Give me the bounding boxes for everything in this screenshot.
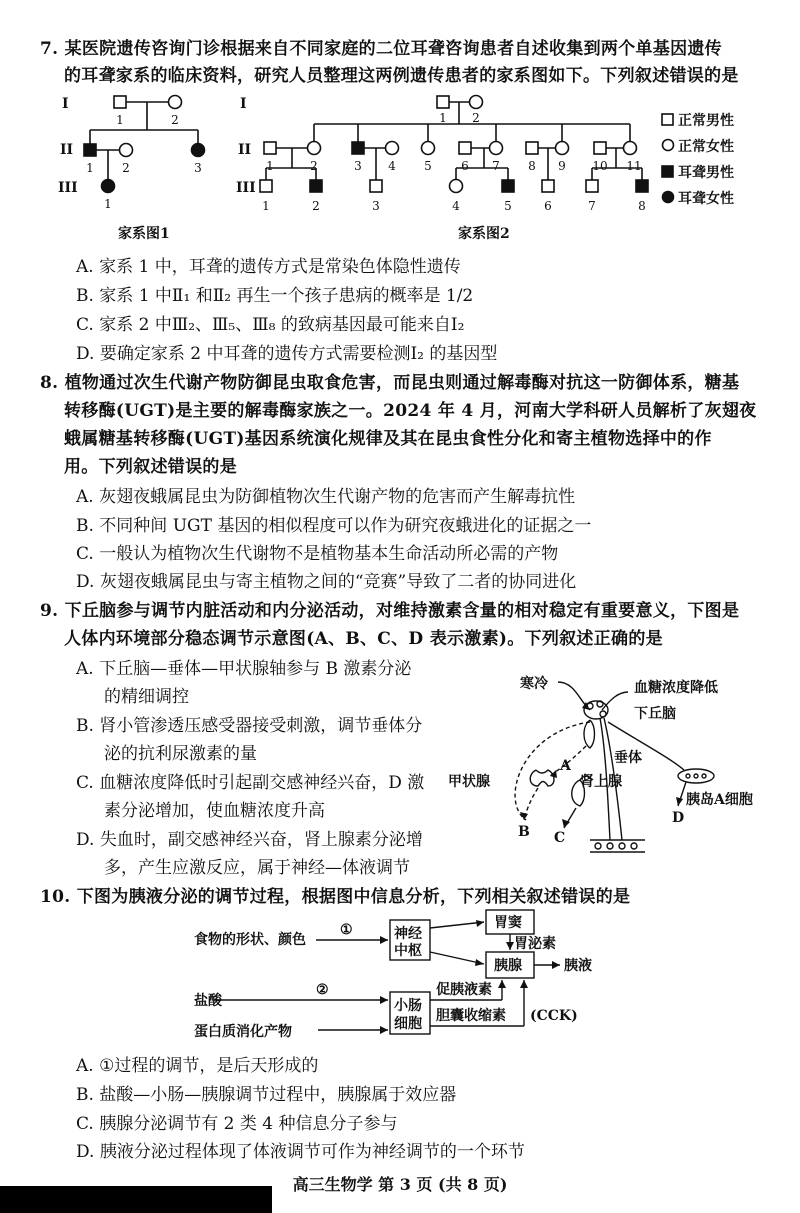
fam2-II10-normal-male (594, 142, 606, 154)
label-step1: ① (340, 922, 353, 938)
svg-text:1: 1 (262, 199, 270, 213)
q7-option-a: A. 家系 1 中，耳聋的遗传方式是常染色体隐性遗传 (76, 257, 461, 277)
label-adrenal: 肾上腺 (580, 774, 622, 790)
label-gastrin: 胃泌素 (514, 936, 556, 952)
q10-stem: 10. 下图为胰液分泌的调节过程，根据图中信息分析，下列相关叙述错误的是 (40, 887, 631, 907)
legend-affected-male-icon (662, 166, 673, 177)
svg-text:1: 1 (439, 111, 447, 125)
fam2-II11-normal-female (624, 142, 637, 155)
q9-option-a-line1: A. 下丘脑—垂体—甲状腺轴参与 B 激素分泌 (76, 659, 412, 679)
fam2-III2-affected-male (310, 180, 322, 192)
legend-affected-female: 耳聋女性 (678, 191, 734, 207)
label-hormone-d: D (672, 810, 685, 826)
svg-text:5: 5 (424, 159, 432, 173)
fam1-I1-normal-male (114, 96, 126, 108)
fam2-II9-normal-female (556, 142, 569, 155)
fam2-I2-normal-female (470, 96, 483, 109)
label-hypothalamus: 下丘脑 (634, 706, 676, 722)
q8-stem-line2: 转移酶(UGT)是主要的解毒酶家族之一。2024 年 4 月，河南大学科研人员解析了灰翅夜 (64, 401, 757, 421)
legend-normal-male-icon (662, 114, 673, 125)
label-nerve-center-2: 中枢 (394, 943, 422, 959)
gen-label-I-fam1: I (62, 96, 69, 112)
svg-text:8: 8 (638, 199, 646, 213)
label-nerve-center-1: 神经 (394, 926, 422, 942)
q8-stem-line4: 用。下列叙述错误的是 (64, 457, 237, 477)
label-islet: 胰岛A细胞 (686, 792, 753, 808)
q7-stem-line1: 7. 某医院遗传咨询门诊根据来自不同家庭的二位耳聋咨询患者自述收集到两个单基因遗传 (40, 39, 722, 59)
legend-normal-male: 正常男性 (678, 113, 734, 129)
svg-text:5: 5 (504, 199, 512, 213)
gen-label-III-fam1: III (58, 180, 78, 196)
q9-stem-line1: 9. 下丘脑参与调节内脏活动和内分泌活动，对维持激素含量的相对稳定有重要意义，下图是 (40, 601, 740, 621)
svg-text:7: 7 (588, 199, 596, 213)
fig1-caption: 家系图1 (118, 226, 170, 242)
fam1-I2-normal-female (169, 96, 182, 109)
svg-text:2: 2 (171, 113, 179, 127)
q9-option-b-line2: 泌的抗利尿激素的量 (104, 744, 257, 764)
q9-option-c-line1: C. 血糖浓度降低时引起副交感神经兴奋，D 激 (76, 773, 425, 793)
svg-text:9: 9 (558, 159, 566, 173)
q10-option-c: C. 胰腺分泌调节有 2 类 4 种信息分子参与 (76, 1114, 398, 1134)
label-hormone-a: A (560, 758, 571, 774)
q7-option-b: B. 家系 1 中Ⅱ₁ 和Ⅱ₂ 再生一个孩子患病的概率是 1/2 (76, 286, 474, 306)
fam2-I1-normal-male (437, 96, 449, 108)
fam1-III1-affected-female (102, 180, 115, 193)
q8-option-a: A. 灰翅夜蛾属昆虫为防御植物次生代谢产物的危害而产生解毒抗性 (76, 487, 576, 507)
fam2-III8-affected-male (636, 180, 648, 192)
fam2-III3-normal-male (370, 180, 382, 192)
q7-option-c: C. 家系 2 中Ⅲ₂、Ⅲ₅、Ⅲ₈ 的致病基因最可能来自Ⅰ₂ (76, 315, 465, 335)
legend-normal-female: 正常女性 (678, 139, 734, 155)
label-pancreas: 胰腺 (494, 958, 522, 974)
svg-text:3: 3 (194, 161, 202, 175)
fam2-III4-normal-female (450, 180, 463, 193)
q9-option-d-line1: D. 失血时，副交感神经兴奋，肾上腺素分泌增 (76, 830, 423, 850)
svg-text:2: 2 (312, 199, 320, 213)
fam2-II8-normal-male (526, 142, 538, 154)
legend-normal-female-icon (663, 140, 674, 151)
fam2-II3-affected-male (352, 142, 364, 154)
svg-text:6: 6 (544, 199, 552, 213)
scan-black-bar (0, 1186, 272, 1213)
svg-text:2: 2 (310, 159, 318, 173)
label-hcl: 盐酸 (194, 993, 222, 1009)
label-protein: 蛋白质消化产物 (194, 1024, 292, 1040)
label-cck: 胆囊收缩素 (436, 1008, 506, 1024)
label-juice: 胰液 (564, 958, 592, 974)
svg-text:6: 6 (461, 159, 469, 173)
svg-text:7: 7 (492, 159, 500, 173)
svg-text:4: 4 (388, 159, 396, 173)
q8-option-b: B. 不同种间 UGT 基因的相似程度可以作为研究夜蛾进化的证据之一 (76, 516, 592, 536)
gen-label-III-fam2: III (236, 180, 256, 196)
q7-option-d: D. 要确定家系 2 中耳聋的遗传方式需要检测Ⅰ₂ 的基因型 (76, 344, 498, 364)
svg-text:1: 1 (104, 197, 112, 211)
gen-label-II-fam2: II (238, 142, 252, 158)
fam2-II2-normal-female (308, 142, 321, 155)
label-antrum: 胃窦 (494, 915, 522, 931)
fig2-caption: 家系图2 (458, 226, 510, 242)
svg-text:1: 1 (266, 159, 274, 173)
fam2-II5-normal-female (422, 142, 435, 155)
label-cold: 寒冷 (520, 676, 548, 692)
fam2-III6-normal-male (542, 180, 554, 192)
fam2-III5-affected-male (502, 180, 514, 192)
q9-option-a-line2: 的精细调控 (104, 687, 189, 707)
label-pituitary: 垂体 (614, 750, 642, 766)
label-intestine-2: 细胞 (394, 1016, 422, 1032)
label-glucose-low: 血糖浓度降低 (634, 680, 718, 696)
svg-text:10: 10 (592, 159, 608, 173)
gen-label-II-fam1: II (60, 142, 74, 158)
fam2-III7-normal-male (586, 180, 598, 192)
fam1-II3-affected-female (192, 144, 205, 157)
q9-option-c-line2: 素分泌增加，使血糖浓度升高 (104, 801, 325, 821)
pituitary-shape (584, 720, 595, 748)
fam2-II4-normal-female (386, 142, 399, 155)
q9-option-d-line2: 多，产生应激反应，属于神经—体液调节 (104, 858, 410, 878)
label-cck-abbr: (CCK) (530, 1008, 578, 1024)
islet-shape (678, 769, 714, 783)
q9-option-b-line1: B. 肾小管渗透压感受器接受刺激，调节垂体分 (76, 716, 423, 736)
svg-text:3: 3 (372, 199, 380, 213)
q9-stem-line2: 人体内环境部分稳态调节示意图(A、B、C、D 表示激素)。下列叙述正确的是 (64, 629, 663, 649)
q8-option-c: C. 一般认为植物次生代谢物不是植物基本生命活动所必需的产物 (76, 544, 559, 564)
fam2-II1-normal-male (264, 142, 276, 154)
fam1-II1-affected-male (84, 144, 96, 156)
q8-stem-line3: 蛾属糖基转移酶(UGT)基因系统演化规律及其在昆虫食性分化和寄主植物选择中的作 (64, 429, 712, 449)
q10-option-d: D. 胰液分泌过程体现了体液调节可作为神经调节的一个环节 (76, 1142, 525, 1162)
label-intestine-1: 小肠 (394, 998, 422, 1014)
pancreatic-regulation-diagram (190, 908, 610, 1048)
label-hormone-b: B (518, 824, 530, 840)
label-food: 食物的形状、颜色 (194, 932, 306, 948)
svg-text:11: 11 (626, 159, 642, 173)
svg-text:2: 2 (472, 111, 480, 125)
thyroid-shape (530, 770, 554, 786)
q10-option-a: A. ①过程的调节，是后天形成的 (76, 1056, 319, 1076)
label-step2: ② (316, 982, 329, 998)
label-secretin: 促胰液素 (436, 982, 492, 998)
svg-text:1: 1 (116, 113, 124, 127)
svg-text:2: 2 (122, 161, 130, 175)
q8-stem-line1: 8. 植物通过次生代谢产物防御昆虫取食危害，而昆虫则通过解毒酶对抗这一防御体系，糖基 (40, 373, 740, 393)
legend-affected-male: 耳聋男性 (678, 165, 734, 181)
label-thyroid: 甲状腺 (448, 774, 490, 790)
svg-text:3: 3 (354, 159, 362, 173)
fam2-II7-normal-female (490, 142, 503, 155)
q10-option-b: B. 盐酸—小肠—胰腺调节过程中，胰腺属于效应器 (76, 1085, 457, 1105)
svg-text:4: 4 (452, 199, 460, 213)
svg-text:1: 1 (86, 161, 94, 175)
q8-option-d: D. 灰翅夜蛾属昆虫与寄主植物之间的“竞赛”导致了二者的协同进化 (76, 572, 577, 592)
gen-label-I-fam2: I (240, 96, 247, 112)
fam2-III1-normal-male (260, 180, 272, 192)
legend-affected-female-icon (663, 192, 674, 203)
pedigree-figure (0, 88, 800, 253)
fam1-II2-normal-female (120, 144, 133, 157)
fam2-II6-normal-male (459, 142, 471, 154)
page-footer: 高三生物学 第 3 页 (共 8 页) (292, 1175, 508, 1194)
q7-stem-line2: 的耳聋家系的临床资料，研究人员整理这两例遗传患者的家系图如下。下列叙述错误的是 (64, 66, 739, 86)
hormone-regulation-diagram (440, 662, 790, 872)
svg-text:8: 8 (528, 159, 536, 173)
label-hormone-c: C (554, 830, 566, 846)
